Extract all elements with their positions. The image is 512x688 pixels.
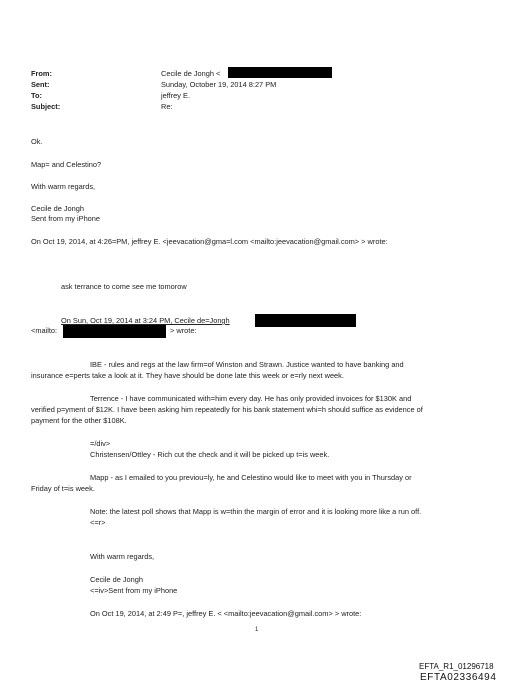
paragraph-line: Christensen/Ottley - Rich cut the check and it will be picked up t=is week. (90, 450, 330, 459)
mailto-suffix: > wrote: (170, 326, 197, 335)
subject-label: Subject: (31, 102, 61, 111)
to-value: jeffrey E. (161, 91, 191, 100)
paragraph-line: Mapp - as I emailed to you previou=ly, he and Celestino would like to meet with you in Thursday or (90, 473, 412, 482)
document-id-large: EFTA02336494 (420, 672, 497, 683)
paragraph-line: With warm regards, (90, 552, 155, 561)
subject-value: Re: (161, 102, 173, 111)
body-line: Map= and Celestino? (31, 160, 102, 169)
sent-value: Sunday, October 19, 2014 8:27 PM (161, 80, 277, 89)
document-id-small: EFTA_R1_01296718 (419, 662, 494, 671)
signature-name: Cecile de Jongh (90, 575, 144, 584)
from-label: From: (31, 69, 52, 78)
paragraph-line: Note: the latest poll shows that Mapp is w=thin the margin of error and it is looking more like a run off. (90, 507, 422, 516)
signature-device: Sent from my iPhone (31, 214, 101, 223)
quoted-header: On Sun, Oct 19, 2014 at 3:24 PM, Cecile de=Jongh (61, 316, 230, 325)
paragraph-line: =/div> (90, 439, 111, 448)
to-label: To: (31, 91, 42, 100)
paragraph-line: Friday of t=is week. (31, 484, 95, 493)
mailto-prefix: <mailto: (31, 326, 58, 335)
redaction-box (228, 67, 332, 78)
quoted-header: On Oct 19, 2014, at 2:49 P=, jeffrey E. < <mailto:jeevacation@gmail.com> > wrote: (90, 609, 362, 618)
quoted-header: On Oct 19, 2014, at 4:26=PM, jeffrey E. <jeevacation@gma=l.com <mailto:jeevacation@gmail.com> > wrote: (31, 237, 388, 246)
paragraph-line: <=r> (90, 518, 106, 527)
signature-name: Cecile de Jongh (31, 204, 85, 213)
body-line: Ok. (31, 137, 43, 146)
paragraph-line: insurance e=perts take a look at it. They have should be done late this week or e=rly next week. (31, 371, 344, 380)
redaction-box (255, 314, 356, 327)
page-number: 1 (255, 627, 259, 633)
body-line: ask terrance to come see me tomorow (61, 282, 187, 291)
sent-label: Sent: (31, 80, 50, 89)
paragraph-line: Terrence - I have communicated with=him every day. He has only provided invoices for $130K and (90, 394, 412, 403)
paragraph-line: verified p=yment of $12K. I have been asking him repeatedly for his bank statement whi=h should suffice as evidence of (31, 405, 423, 414)
paragraph-line: payment for the other $108K. (31, 416, 127, 425)
body-line: With warm regards, (31, 182, 96, 191)
signature-device: <=iv>Sent from my iPhone (90, 586, 178, 595)
from-value: Cecile de Jongh < (161, 69, 221, 78)
redaction-box (63, 325, 166, 338)
paragraph-line: IBE - rules and regs at the law firm=of Winston and Strawn. Justice wanted to have banking and (90, 360, 404, 369)
